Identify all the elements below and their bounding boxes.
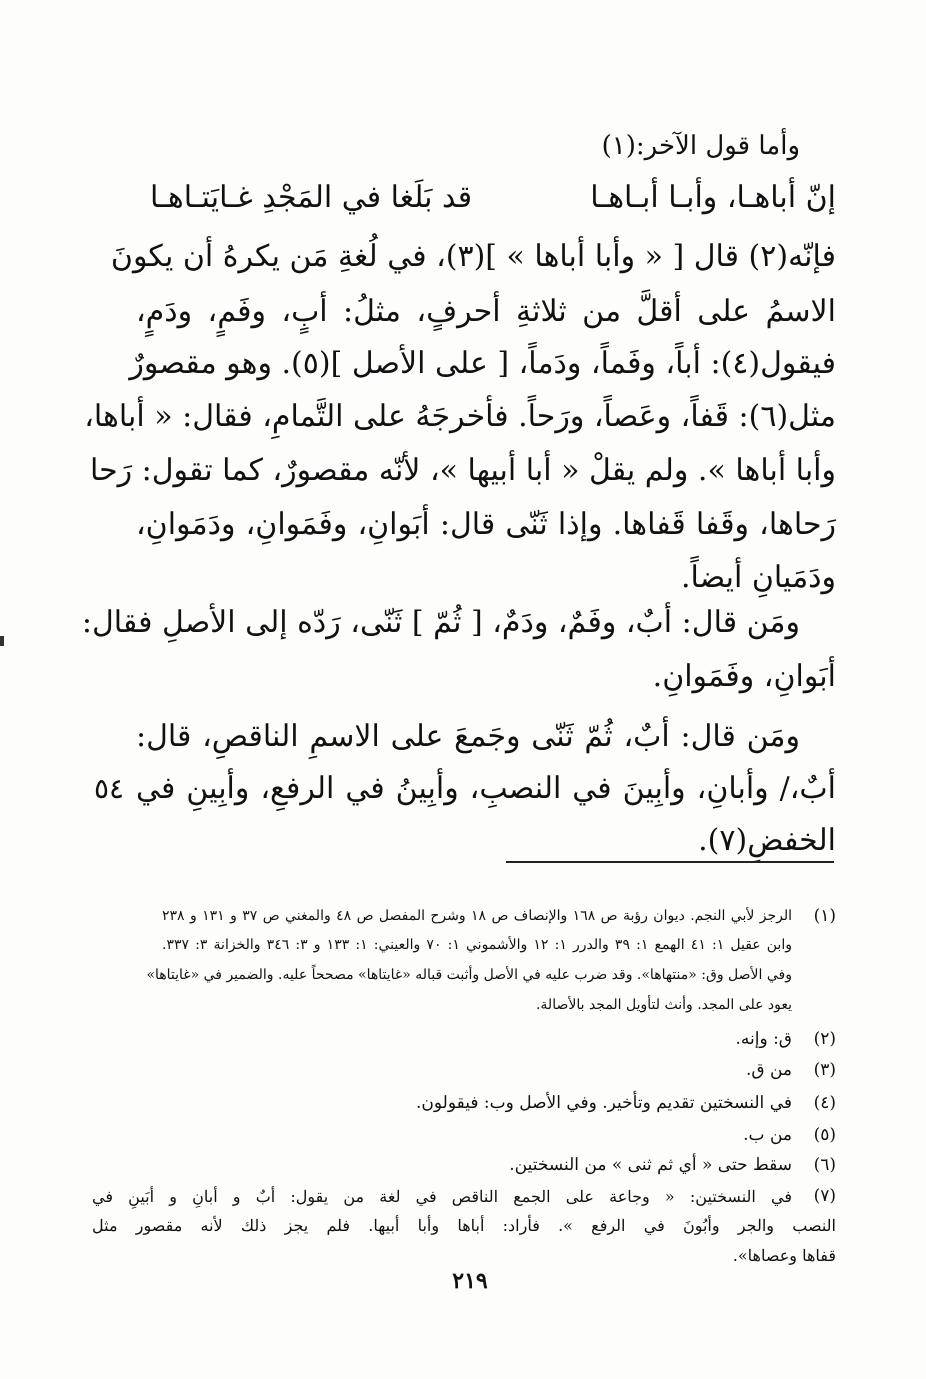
footnote-line: ق: وإنه. xyxy=(735,1029,792,1049)
footnote-line: في النسختين: « وجاعة على الجمع الناقص في لغة من يقول: أبٌ و أبانِ و أبَينِ في xyxy=(92,1187,792,1206)
text-line: ودَمَيانِ أيضاً. xyxy=(680,560,836,595)
footnote-line: من ب. xyxy=(743,1125,792,1145)
manuscript-folio-number: ٥٤ xyxy=(94,772,125,805)
text-line: أبَوانِ، وفَمَوانِ. xyxy=(652,659,836,694)
footnote-line: في النسختين تقديم وتأخير. وفي الأصل وب: فيقولون. xyxy=(415,1093,792,1113)
text-line: وأبا أباها ». ولم يقلْ « أبا أبيها »، لأنّه مقصورٌ، كما تقول: رَحا xyxy=(89,453,836,488)
text-line: أبٌ،/ وأبانِ، وأبِينَ في النصبِ، وأبِينُ في الرفعِ، وأبِينِ في xyxy=(136,771,836,806)
footnote-line: قفاها وعصاها». xyxy=(732,1246,836,1265)
text-line: الخفضِ(٧). xyxy=(698,823,836,858)
text-line: ومَن قال: أبٌ، ثُمّ ثَنّى وجَمعَ على الاسمِ الناقصِ، قال: xyxy=(136,719,800,754)
text-line: ومَن قال: أبٌ، وفَمٌ، ودَمٌ، [ ثُمّ ] ثَنّى، رَدّه إلى الأصلِ فقال: xyxy=(81,605,800,640)
scan-edge-mark xyxy=(0,636,4,646)
verse-hemistich-right: إنّ أباهـا، وأبـا أبـاهـا xyxy=(590,180,836,215)
footnote-number: (٣) xyxy=(813,1060,836,1080)
footnote-line: وفي الأصل وق: «منتهاها». وقد ضرب عليه في الأصل وأثبت قباله «غايتاها» مصححاً عليه. والضمير في «غايتاها» xyxy=(146,967,792,983)
text-line: مثل(٦): قَفاً، وعَصاً، ورَحاً. فأخرجَهُ على التَّمامِ، فقال: « أباها، xyxy=(84,399,836,434)
intro-line: وأما قول الآخر:(١) xyxy=(601,131,800,161)
footnote-number: (١) xyxy=(813,906,836,926)
footnote-number: (٦) xyxy=(813,1155,836,1175)
footnote-line: النصب والجر وأبُونَ في الرفع ». فأراد: أباها وأبا أبيها. فلم يجز ذلك لأنه مقصور مثل xyxy=(92,1216,836,1235)
footnote-separator xyxy=(506,861,834,863)
footnote-number: (٥) xyxy=(813,1125,836,1145)
footnote-number: (٤) xyxy=(813,1093,836,1113)
footnote-number: (٢) xyxy=(813,1029,836,1049)
page-number: ٢١٩ xyxy=(452,1268,488,1294)
text-line: فإنّه(٢) قال [ « وأبا أباها » ](٣)، في لُغةِ مَن يكرهُ أن يكونَ xyxy=(110,239,836,274)
verse-hemistich-left: قد بَلَغا في المَجْدِ غـايَتـاهـا xyxy=(150,180,473,215)
footnote-line: وابن عقيل ١: ٤١ الهمع ١: ٣٩ والدرر ١: ١٢ والأشموني ١: ٧٠ والعيني: ١: ١٣٣ و ٣: ٣٤٦ والخزانة ٣: ٣٣٧. xyxy=(162,937,792,953)
text-line: فيقول(٤): أباً، وفَماً، ودَماً، [ على الأصل ](٥). وهو مقصورٌ xyxy=(129,346,836,381)
footnote-line: يعود على المجد. وأنث لتأويل المجد بالأصالة. xyxy=(535,997,792,1013)
text-line: رَحاها، وقَفا قَفاها. وإذا ثَنّى قال: أبَوانِ، وفَمَوانِ، ودَمَوانِ، xyxy=(136,507,836,542)
footnote-line: الرجز لأبي النجم. ديوان رؤبة ص ١٦٨ والإنصاف ص ١٨ وشرح المفصل ص ٤٨ والمغني ص ٣٧ و ١٣١ و ٢٣٨ xyxy=(162,908,793,924)
footnote-line: من ق. xyxy=(745,1060,792,1080)
text-line: الاسمُ على أقلَّ من ثلاثةِ أحرفٍ، مثلُ: أبٍ، وفَمٍ، ودَمٍ، xyxy=(136,294,836,329)
footnote-line: سقط حتى « أي ثم ثنى » من النسختين. xyxy=(509,1155,792,1175)
footnote-number: (٧) xyxy=(813,1186,836,1206)
